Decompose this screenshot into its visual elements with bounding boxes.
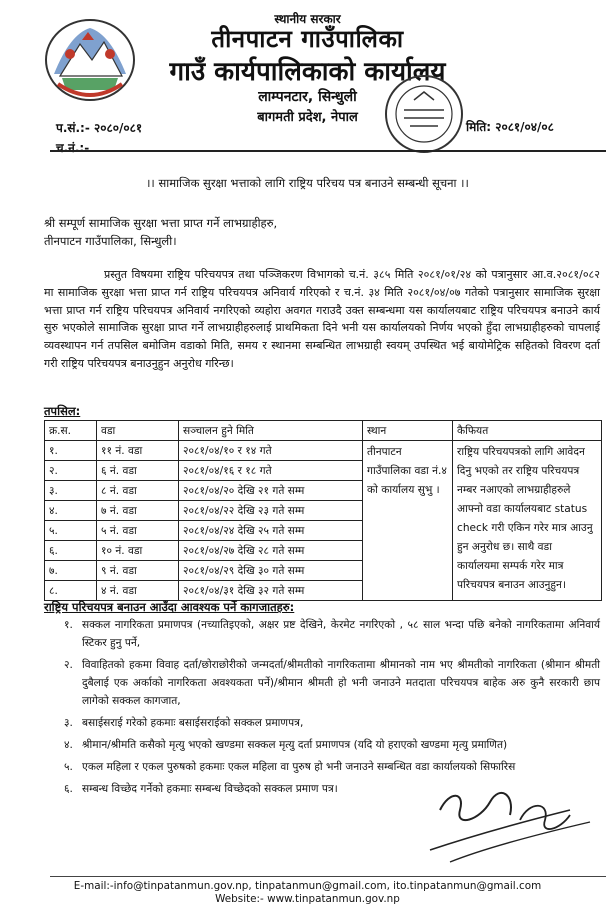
header-sn: क्र.स. bbox=[45, 421, 97, 441]
cell-ward: ५ नं. वडा bbox=[97, 521, 179, 541]
item-text: सम्बन्ध विच्छेद गर्नेको हकमाः सम्बन्ध विच्छेदको सक्कल प्रमाण पत्र। bbox=[82, 783, 338, 795]
notice-body: प्रस्तुत विषयमा राष्ट्रिय परिचयपत्र तथा पञ्जिकरण विभागको च.नं. ३८५ मिति २०८१/०१/२४ को पत्रानुसार आ.व.२०८१/०८२ मा सामाजिक सुरक्षा भत्ता प्राप्त गर्न राष्ट्रिय परिचयपत्र अनिवार्य गरिएको र च.नं. ३४ मिति २०८१/०४/०७ गतेको पत्रानुसार सामाजिक सुरक्षा भत्ता प्राप्त गर्न राष्ट्रिय परिचयपत्र अनिवार्य नगरिएको व्यहोरा अवगत गराउदै उक्त सम्बन्धमा यस कार्यालयबाट राष्ट्रिय परिचयपत्र बनाउने कार्य सुरु भएकोले सामाजिक सुरक्षा प्राप्त गर्ने लाभग्राहीहरुलाई प्राथमिकता दिने भनी यस कार्यालयको निर्णय भएको हुँदा लाभग्राहीहरुको चापलाई व्यवस्थापन गर्न तपसिल बमोजिम वडाको मिति, समय र स्थानमा सम्बन्धित लाभग्राही स्वयम् उपस्थित भई बायोमेट्रिक सहितको विवरण दर्ता गरी राष्ट्रिय परिचयपत्र बनाउनुहुन अनुरोध गरिन्छ। bbox=[44, 268, 600, 370]
documents-title: राष्ट्रिय परिचयपत्र बनाउन आउँदा आवश्यक पर्ने कागजातहरु: bbox=[44, 600, 295, 614]
addressee-line-2: तीनपाटन गाउँपालिका, सिन्धुली। bbox=[44, 234, 177, 248]
footer-website: Website:- www.tinpatanmun.gov.np bbox=[215, 893, 400, 905]
header-location: लाम्पनटार, सिन्धुली bbox=[258, 89, 357, 105]
letter-date: मिति: २०८१/०४/०८ bbox=[466, 120, 554, 134]
item-text: सक्कल नागरिकता प्रमाणपत्र (नच्यातिइएको, अक्षर प्रष्ट देखिने, केरमेट नगरिएको , ५८ साल भन्दा पछि बनेको नागरिकतामा अनिवार्य स्टिकर हुनु पर्ने, bbox=[82, 619, 600, 649]
cell-ward: १० नं. वडा bbox=[97, 541, 179, 561]
cell-sn: १. bbox=[45, 441, 97, 461]
item-number: ४. bbox=[64, 739, 73, 751]
header-location: स्थान bbox=[363, 421, 453, 441]
patra-sankhya: प.सं.:- २०८०/०८१ bbox=[56, 121, 143, 135]
footer-divider bbox=[50, 876, 606, 877]
reference-block bbox=[56, 118, 142, 158]
office-stamp-icon bbox=[380, 70, 468, 158]
documents-list bbox=[44, 616, 600, 802]
signature-icon bbox=[420, 780, 600, 870]
cell-ward: ११ नं. वडा bbox=[97, 441, 179, 461]
cell-date: २०८१/०४/१० र १४ गते bbox=[179, 441, 363, 461]
header-ward: वडा bbox=[97, 421, 179, 441]
header-local-gov: स्थानीय सरकार bbox=[274, 12, 341, 26]
cell-date: २०८१/०४/२२ देखि २३ गते सम्म bbox=[179, 501, 363, 521]
cell-remarks: राष्ट्रिय परिचयपत्रको लागि आवेदन दिनु भएको तर राष्ट्रिय परिचयपत्र नम्बर नआएको लाभग्राहीहरुले आफ्नो वडा कार्यालयबाट status check गरी एकिन गरेर मात्र आउनु हुन अनुरोध छ। साथै वडा कार्यालयमा सम्पर्क गरेर मात्र परिचयपत्र बनाउन आउनुहुन। bbox=[453, 441, 602, 601]
addressee-line-1: श्री सम्पूर्ण सामाजिक सुरक्षा भत्ता प्राप्त गर्ने लाभग्राहीहरु, bbox=[44, 216, 278, 230]
item-text: बसाईसराई गरेको हकमाः बसाईसराईको सक्कल प्रमाणपत्र, bbox=[82, 717, 304, 729]
addressee bbox=[44, 214, 277, 250]
cell-sn: ६. bbox=[45, 541, 97, 561]
cell-ward: ९ नं. वडा bbox=[97, 561, 179, 581]
cell-sn: २. bbox=[45, 461, 97, 481]
cell-date: २०८१/०४/१६ र १८ गते bbox=[179, 461, 363, 481]
header-date: सञ्चालन हुने मिति bbox=[179, 421, 363, 441]
header-divider bbox=[50, 150, 606, 152]
list-item bbox=[44, 714, 600, 732]
schedule-table bbox=[44, 420, 602, 601]
item-number: १. bbox=[64, 619, 73, 631]
cell-sn: ५. bbox=[45, 521, 97, 541]
footer-email: E-mail:-info@tinpatanmun.gov.np, tinpatanmun@gmail.com, ito.tinpatanmun@gmail.com bbox=[73, 880, 542, 892]
list-item bbox=[44, 616, 600, 652]
cell-date: २०८१/०४/३१ देखि ३२ गते सम्म bbox=[179, 581, 363, 601]
table-row bbox=[45, 441, 602, 461]
schedule-title: तपसिल: bbox=[44, 404, 81, 418]
item-number: ५. bbox=[64, 761, 73, 773]
chalani-number: च.नं.:- bbox=[56, 141, 90, 155]
list-item bbox=[44, 758, 600, 776]
item-number: ३. bbox=[64, 717, 73, 729]
item-number: ६. bbox=[64, 783, 73, 795]
cell-sn: ८. bbox=[45, 581, 97, 601]
schedule-header-row bbox=[45, 421, 602, 441]
cell-sn: ४. bbox=[45, 501, 97, 521]
item-text: एकल महिला र एकल पुरुषको हकमाः एकल महिला वा पुरुष हो भनी जनाउने सम्बन्धित वडा कार्यालयको सिफारिस bbox=[82, 761, 516, 773]
cell-ward: ४ नं. वडा bbox=[97, 581, 179, 601]
list-item bbox=[44, 656, 600, 710]
notice-subject: ।। सामाजिक सुरक्षा भत्ताको लागि राष्ट्रिय परिचय पत्र बनाउने सम्बन्धी सूचना ।। bbox=[146, 176, 469, 190]
cell-ward: ६ नं. वडा bbox=[97, 461, 179, 481]
header-remarks: कैफियत bbox=[453, 421, 602, 441]
footer bbox=[0, 880, 615, 906]
cell-location: तीनपाटन गाउँपालिका वडा नं.४ को कार्यालय सुभु । bbox=[363, 441, 453, 601]
item-text: श्रीमान/श्रीमति कसैको मृत्यु भएको खण्डमा सक्कल मृत्यु दर्ता प्रमाणपत्र (यदि यो हराएको खण्डमा मृत्यु प्रमाणित) bbox=[82, 739, 508, 751]
cell-date: २०८१/०४/२४ देखि २५ गते सम्म bbox=[179, 521, 363, 541]
cell-date: २०८१/०४/२७ देखि २८ गते सम्म bbox=[179, 541, 363, 561]
header-municipality: तीनपाटन गाउँपालिका bbox=[211, 25, 404, 53]
cell-sn: ३. bbox=[45, 481, 97, 501]
list-item bbox=[44, 736, 600, 754]
cell-ward: ८ नं. वडा bbox=[97, 481, 179, 501]
cell-ward: ७ नं. वडा bbox=[97, 501, 179, 521]
cell-date: २०८१/०४/२९ देखि ३० गते सम्म bbox=[179, 561, 363, 581]
header-province: बागमती प्रदेश, नेपाल bbox=[257, 110, 358, 125]
header-office: गाउँ कार्यपालिकाको कार्यालय bbox=[169, 57, 446, 87]
cell-date: २०८१/०४/२० देखि २१ गते सम्म bbox=[179, 481, 363, 501]
cell-sn: ७. bbox=[45, 561, 97, 581]
item-number: २. bbox=[64, 659, 73, 671]
item-text: विवाहितको हकमा विवाह दर्ता/छोराछोरीको जन्मदर्ता/श्रीमतीको नागरिकतामा श्रीमानको नाम भए श्रीमतीको नागरिकता (श्रीमान श्रीमती दुबैलाई एक अर्काको नागरिकता अवश्यकता पर्ने)/श्रीमान श्रीमती हो भनी जनाउने मतदाता परिचयपत्र बाहेक अरु कुनै सरकारी छाप लागेको सक्कल कागजात, bbox=[82, 659, 600, 707]
